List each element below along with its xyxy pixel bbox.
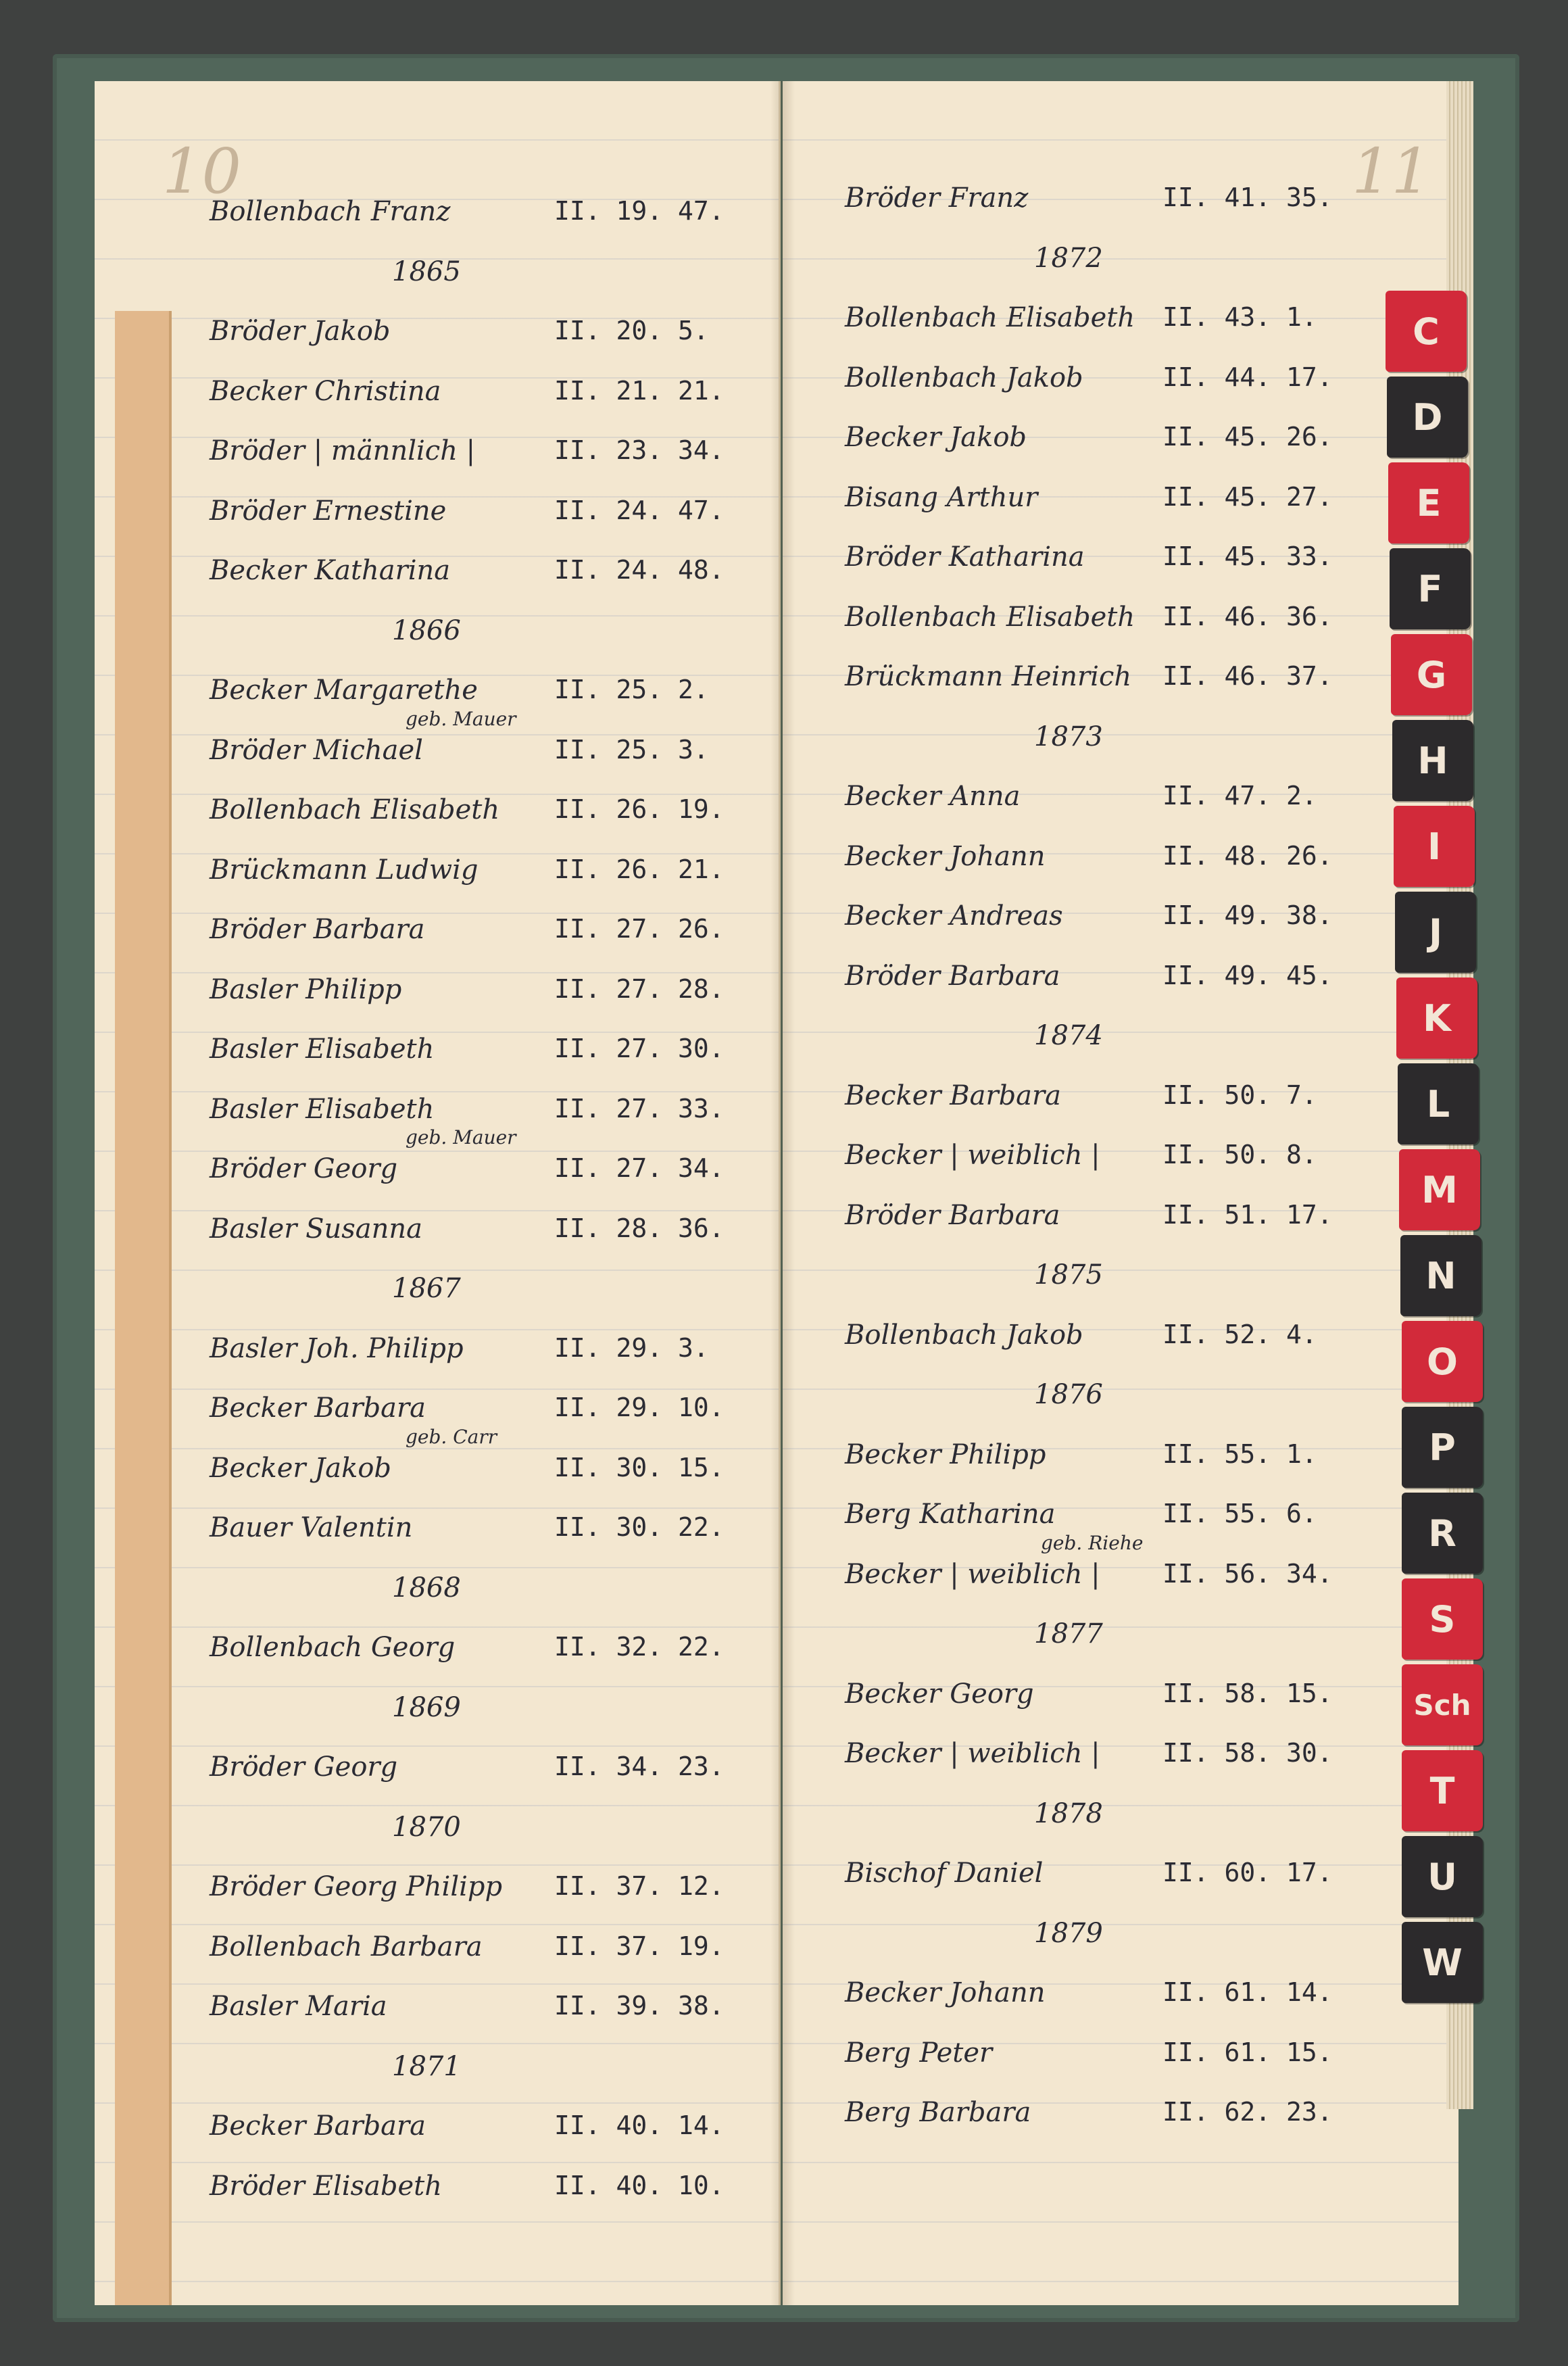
left-page xyxy=(95,81,781,2305)
entry-name: Bröder | männlich | xyxy=(210,435,476,466)
right-page xyxy=(783,81,1459,2305)
year-heading: 1878 xyxy=(1034,1797,1103,1829)
left-page-strip xyxy=(115,311,172,2305)
year-heading: 1874 xyxy=(1034,1020,1103,1051)
entry-reference: II. 28. 36. xyxy=(554,1213,725,1243)
index-tab-g[interactable]: G xyxy=(1391,634,1472,715)
index-tab-f[interactable]: F xyxy=(1390,548,1471,629)
entry-reference: II. 40. 10. xyxy=(554,2170,725,2200)
index-tab-k[interactable]: K xyxy=(1396,977,1477,1059)
entry-reference: II. 45. 26. xyxy=(1162,422,1333,452)
entry-name: Bröder Georg xyxy=(210,1153,398,1184)
index-tab-u[interactable]: U xyxy=(1402,1836,1483,1917)
entry-name: Bischof Daniel xyxy=(845,1858,1044,1889)
index-tab-h[interactable]: H xyxy=(1392,720,1473,801)
entry-name: Bröder Barbara xyxy=(845,960,1060,992)
entry-name: Becker Katharina xyxy=(210,555,451,586)
entry-reference: II. 29. 10. xyxy=(554,1393,725,1422)
entry-name: Bröder Barbara xyxy=(845,1199,1060,1231)
entry-name: Bröder Katharina xyxy=(845,541,1085,573)
entry-name: Becker Anna xyxy=(845,781,1021,812)
year-heading: 1869 xyxy=(392,1691,461,1723)
entry-name: Becker Margarethe xyxy=(210,675,478,706)
index-tab-m[interactable]: M xyxy=(1399,1149,1480,1230)
entry-name: Bollenbach Jakob xyxy=(845,362,1083,393)
entry-name: Becker Georg xyxy=(845,1678,1034,1710)
entry-reference: II. 37. 12. xyxy=(554,1871,725,1901)
index-tab-i[interactable]: I xyxy=(1394,806,1475,887)
entry-reference: II. 47. 2. xyxy=(1162,781,1317,811)
entry-name: Berg Barbara xyxy=(845,2097,1031,2128)
entry-reference: II. 37. 19. xyxy=(554,1931,725,1961)
entry-name: Brückmann Heinrich xyxy=(845,661,1132,692)
alphabet-index-tabs xyxy=(1386,291,1507,2116)
entry-name: Basler Elisabeth xyxy=(210,1093,435,1125)
year-heading: 1866 xyxy=(392,614,461,646)
entry-name: Becker Jakob xyxy=(210,1452,392,1484)
entry-name: Bröder Georg Philipp xyxy=(210,1871,503,1902)
entry-name: Becker Barbara xyxy=(210,1393,426,1424)
year-heading: 1873 xyxy=(1034,721,1103,752)
entry-reference: II. 25. 3. xyxy=(554,734,709,765)
entry-reference: II. 55. 1. xyxy=(1162,1439,1317,1469)
entry-reference: II. 39. 38. xyxy=(554,1991,725,2021)
entry-name: Becker Barbara xyxy=(845,1080,1061,1111)
entry-reference: II. 27. 26. xyxy=(554,914,725,944)
left-page-number: 10 xyxy=(162,135,242,208)
entry-name: Bröder Jakob xyxy=(210,316,391,347)
entry-name: Basler Maria xyxy=(210,1991,387,2022)
index-tab-p[interactable]: P xyxy=(1402,1407,1483,1488)
entry-name: Bollenbach Georg xyxy=(210,1632,456,1663)
year-heading: 1876 xyxy=(1034,1379,1103,1410)
entry-reference: II. 50. 8. xyxy=(1162,1140,1317,1169)
entry-name: Bröder Franz xyxy=(845,183,1029,214)
entry-reference: II. 44. 17. xyxy=(1162,362,1333,392)
entry-name: Basler Joh. Philipp xyxy=(210,1332,464,1364)
entry-name: Bollenbach Elisabeth xyxy=(845,302,1135,333)
entry-reference: II. 52. 4. xyxy=(1162,1319,1317,1349)
entry-name: Becker | weiblich | xyxy=(845,1140,1100,1171)
entry-reference: II. 45. 33. xyxy=(1162,541,1333,571)
entry-reference: II. 51. 17. xyxy=(1162,1199,1333,1230)
entry-reference: II. 58. 30. xyxy=(1162,1738,1333,1768)
index-tab-t[interactable]: T xyxy=(1402,1750,1483,1831)
index-tab-c[interactable]: C xyxy=(1386,291,1467,372)
entry-reference: II. 49. 38. xyxy=(1162,900,1333,930)
entry-reference: II. 32. 22. xyxy=(554,1632,725,1662)
year-heading: 1877 xyxy=(1034,1618,1103,1649)
year-heading: 1868 xyxy=(392,1572,461,1603)
index-tab-s[interactable]: S xyxy=(1402,1578,1483,1660)
entry-reference: II. 29. 3. xyxy=(554,1332,709,1363)
entry-name: Bröder Michael xyxy=(210,734,423,766)
entry-name: Bröder Barbara xyxy=(210,914,425,945)
entry-reference: II. 61. 14. xyxy=(1162,1977,1333,2007)
year-heading: 1870 xyxy=(392,1811,461,1843)
entry-reference: II. 40. 14. xyxy=(554,2110,725,2140)
entry-name: Bollenbach Jakob xyxy=(845,1319,1083,1351)
entry-reference: II. 45. 27. xyxy=(1162,481,1333,512)
entry-name: Bollenbach Franz xyxy=(210,196,451,227)
entry-name: Bauer Valentin xyxy=(210,1512,413,1543)
entry-reference: II. 58. 15. xyxy=(1162,1678,1333,1708)
entry-reference: II. 23. 34. xyxy=(554,435,725,465)
index-tab-sch[interactable]: Sch xyxy=(1402,1664,1483,1745)
entry-name: Bröder Elisabeth xyxy=(210,2170,442,2202)
right-page-number: 11 xyxy=(1352,135,1431,208)
entry-reference: II. 30. 15. xyxy=(554,1452,725,1482)
entry-name: Basler Susanna xyxy=(210,1213,422,1245)
entry-name: Bisang Arthur xyxy=(845,481,1038,513)
entry-name: Bollenbach Elisabeth xyxy=(210,794,500,825)
entry-reference: II. 41. 35. xyxy=(1162,183,1333,212)
maiden-name-note: geb. Mauer xyxy=(406,707,516,730)
entry-reference: II. 61. 15. xyxy=(1162,2037,1333,2067)
index-tab-d[interactable]: D xyxy=(1387,377,1468,458)
entry-name: Berg Peter xyxy=(845,2037,993,2069)
entry-reference: II. 55. 6. xyxy=(1162,1499,1317,1528)
entry-name: Becker Jakob xyxy=(845,422,1027,453)
entry-reference: II. 20. 5. xyxy=(554,316,709,345)
entry-name: Bollenbach Elisabeth xyxy=(845,601,1135,633)
index-tab-e[interactable]: E xyxy=(1388,462,1469,544)
index-tab-n[interactable]: N xyxy=(1400,1235,1481,1316)
entry-reference: II. 27. 34. xyxy=(554,1153,725,1183)
entry-reference: II. 19. 47. xyxy=(554,196,725,226)
maiden-name-note: geb. Carr xyxy=(406,1425,497,1448)
year-heading: 1871 xyxy=(392,2050,461,2082)
entry-reference: II. 30. 22. xyxy=(554,1512,725,1542)
maiden-name-note: geb. Mauer xyxy=(406,1126,516,1149)
entry-reference: II. 24. 48. xyxy=(554,555,725,585)
entry-reference: II. 24. 47. xyxy=(554,495,725,525)
maiden-name-note: geb. Riehe xyxy=(1041,1531,1144,1554)
entry-name: Brückmann Ludwig xyxy=(210,854,479,886)
entry-reference: II. 46. 37. xyxy=(1162,661,1333,691)
entry-name: Becker Johann xyxy=(845,840,1046,872)
entry-reference: II. 46. 36. xyxy=(1162,601,1333,631)
index-tab-l[interactable]: L xyxy=(1398,1063,1479,1144)
year-heading: 1865 xyxy=(392,256,461,287)
entry-name: Basler Elisabeth xyxy=(210,1034,435,1065)
entry-name: Bollenbach Barbara xyxy=(210,1931,483,1962)
entry-reference: II. 27. 33. xyxy=(554,1093,725,1124)
entry-name: Becker Barbara xyxy=(210,2110,426,2142)
entry-name: Basler Philipp xyxy=(210,973,402,1005)
entry-reference: II. 25. 2. xyxy=(554,675,709,704)
year-heading: 1867 xyxy=(392,1273,461,1304)
index-tab-j[interactable]: J xyxy=(1395,892,1476,973)
entry-reference: II. 49. 45. xyxy=(1162,960,1333,990)
entry-reference: II. 27. 30. xyxy=(554,1034,725,1063)
entry-reference: II. 27. 28. xyxy=(554,973,725,1004)
year-heading: 1872 xyxy=(1034,242,1103,274)
year-heading: 1879 xyxy=(1034,1917,1103,1949)
entry-reference: II. 50. 7. xyxy=(1162,1080,1317,1110)
entry-name: Becker Christina xyxy=(210,375,441,407)
entry-name: Bröder Georg xyxy=(210,1752,398,1783)
book-gutter xyxy=(770,81,795,2305)
entry-reference: II. 56. 34. xyxy=(1162,1558,1333,1589)
index-tab-w[interactable]: W xyxy=(1402,1922,1483,2003)
entry-name: Bröder Ernestine xyxy=(210,495,447,527)
entry-name: Becker Johann xyxy=(845,1977,1046,2008)
entry-name: Becker Andreas xyxy=(845,900,1063,932)
entry-reference: II. 26. 21. xyxy=(554,854,725,884)
entry-reference: II. 26. 19. xyxy=(554,794,725,824)
entry-reference: II. 43. 1. xyxy=(1162,302,1317,332)
entry-reference: II. 62. 23. xyxy=(1162,2097,1333,2127)
index-tab-r[interactable]: R xyxy=(1402,1493,1483,1574)
entry-name: Becker | weiblich | xyxy=(845,1738,1100,1769)
entry-reference: II. 60. 17. xyxy=(1162,1858,1333,1887)
entry-name: Becker Philipp xyxy=(845,1439,1046,1470)
year-heading: 1875 xyxy=(1034,1259,1103,1290)
entry-name: Becker | weiblich | xyxy=(845,1558,1100,1590)
entry-name: Berg Katharina xyxy=(845,1499,1056,1530)
entry-reference: II. 21. 21. xyxy=(554,375,725,406)
entry-reference: II. 48. 26. xyxy=(1162,840,1333,871)
index-tab-o[interactable]: O xyxy=(1402,1321,1483,1402)
entry-reference: II. 34. 23. xyxy=(554,1752,725,1781)
